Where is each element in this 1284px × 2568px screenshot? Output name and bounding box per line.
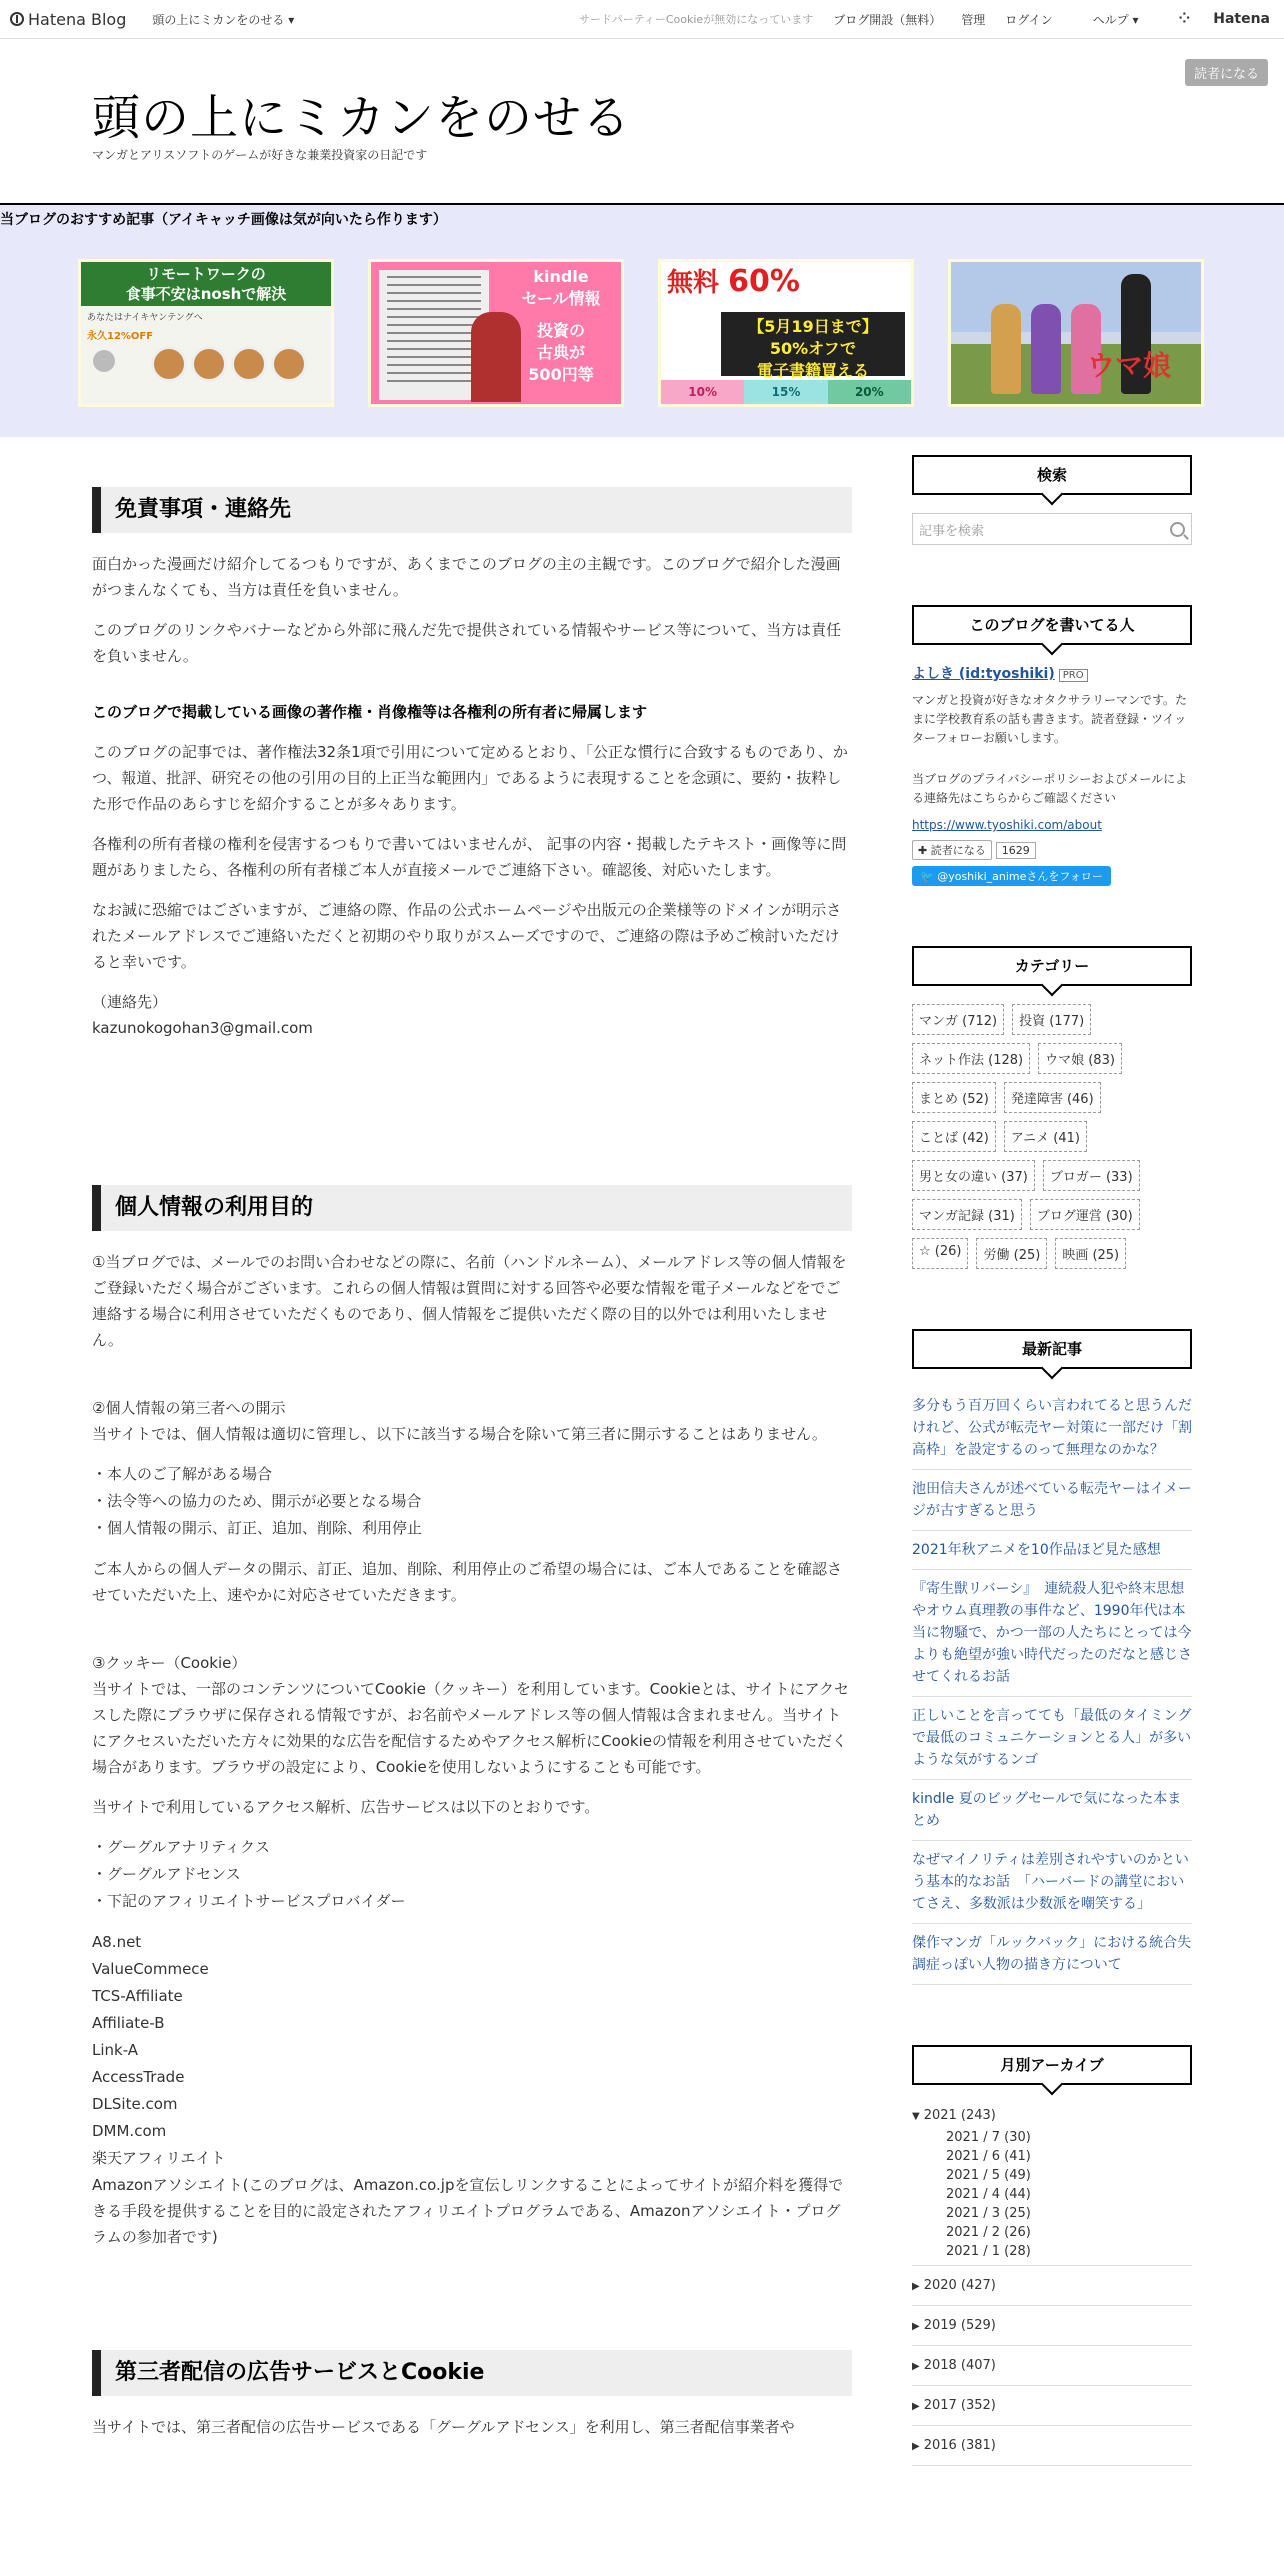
category-link[interactable]: マンガ記録 (31)	[912, 1199, 1022, 1230]
hatena-dots-icon: ⁘	[1178, 11, 1191, 27]
blog-header	[0, 39, 1284, 205]
subscribe-small-button[interactable]: ✚ 読者になる	[912, 840, 992, 860]
triangle-right-icon: ▶	[912, 2321, 920, 2332]
list-item: Affiliate-B	[92, 2014, 165, 2032]
disclosure-list	[92, 1461, 852, 1542]
list-item: ・個人情報の開示、訂正、追加、削除、利用停止	[92, 1519, 423, 1537]
paragraph: 面白かった漫画だけ紹介してるつもりですが、あくまでこのブログの主の主観です。このブログで紹介した漫画がつまんなくても、当方は責任を負いません。	[92, 555, 841, 599]
paragraph: 当サイトでは、一部のコンテンツについてCookie（クッキー）を利用しています。Cookieとは、サイトにアクセスした際にブラウザに保存される情報ですが、お名前やメールアドレス等の個人情報は含まれません。当サイトにアクセスいただいた方々に効果的な広告を配信するためやアクセス解析にCookieの情報を利用させていただく場合があります。ブラウザの設定により、Cookieを使用しないようにすることも可能です。	[92, 1680, 850, 1776]
contact-email[interactable]: kazunokogohan3@gmail.com	[92, 1019, 313, 1037]
subheading: ②個人情報の第三者への開示	[92, 1399, 286, 1417]
author-name-link[interactable]: よしき (id:tyoshiki)	[912, 666, 1055, 682]
login-link[interactable]: ログイン	[1005, 12, 1053, 27]
category-link[interactable]: ウマ娘 (83)	[1038, 1043, 1122, 1074]
recent-post-link[interactable]: 2021年秋アニメを10作品ほど見た感想	[912, 1531, 1192, 1570]
blog-name-menu[interactable]: 頭の上にミカンをのせる ▾	[152, 12, 295, 27]
search-module	[912, 455, 1192, 545]
recent-post-link[interactable]: 正しいことを言ってても「最低のタイミングで最低のコミュニケーションとる人」が多いような気がするンゴ	[912, 1697, 1192, 1780]
list-item: A8.net	[92, 1933, 142, 1951]
sidebar	[912, 437, 1192, 2526]
triangle-right-icon: ▶	[912, 2361, 920, 2372]
list-item: ・法令等への協力のため、開示が必要となる場合	[92, 1492, 422, 1510]
hatena-blog-logo[interactable]: Hatena Blog	[10, 10, 126, 29]
archive-year-toggle[interactable]: ▼ 2021 (243)	[912, 2108, 996, 2123]
category-link[interactable]: マンガ (712)	[912, 1004, 1004, 1035]
recommend-card-kindle[interactable]: kindle セール情報 投資の 古典が 500円等	[368, 259, 624, 407]
category-link[interactable]: 投資 (177)	[1012, 1004, 1091, 1035]
blog-description: マンガとアリスソフトのゲームが好きな兼業投資家の日記です	[92, 148, 428, 162]
paragraph: 当サイトでは、第三者配信の広告サービスである「グーグルアドセンス」を利用し、第三者配信事業者や	[92, 2418, 795, 2436]
category-link[interactable]: アニメ (41)	[1004, 1121, 1087, 1152]
module-title: カテゴリー	[912, 946, 1192, 986]
contact-label: （連絡先）	[92, 993, 168, 1011]
hatena-logo[interactable]: ⁘ Hatena	[1178, 11, 1270, 27]
twitter-icon: 🐦	[920, 870, 934, 883]
category-link[interactable]: ブログ運営 (30)	[1030, 1199, 1140, 1230]
module-title: 最新記事	[912, 1329, 1192, 1369]
recommend-card-ebook-sale[interactable]: 無料 60% 【5月19日まで】 50%オフで 電子書籍買える 10% 15% 20%	[658, 259, 914, 407]
recommended-articles	[0, 205, 1284, 437]
recommend-card-nosh[interactable]: リモートワークの 食事不安はnoshで解決 あなたはナイキヤンテングへ 永久12%OFF	[78, 259, 334, 407]
list-item: Link-A	[92, 2041, 139, 2059]
paragraph: 当サイトでは、個人情報は適切に管理し、以下に該当する場合を除いて第三者に開示することはありません。	[92, 1425, 827, 1443]
category-link[interactable]: 発達障害 (46)	[1004, 1082, 1101, 1113]
paragraph: このブログの記事では、著作権法32条1項で引用について定めるとおり、「公正な慣行に合致するものであり、かつ、報道、批評、研究その他の引用の目的上正当な範囲内」であるように表現することを念頭に、要約・抜粋した形で作品のあらすじを紹介することが多々あります。	[92, 743, 848, 813]
archive-year-toggle[interactable]: ▶ 2018 (407)	[912, 2346, 1192, 2386]
recent-post-link[interactable]: kindle 夏のビッグセールで気になった本まとめ	[912, 1780, 1192, 1841]
paragraph: ご本人からの個人データの開示、訂正、追加、削除、利用停止のご希望の場合には、ご本人であることを確認させていただいた上、速やかに対応させていただきます。	[92, 1560, 843, 1604]
triangle-right-icon: ▶	[912, 2441, 920, 2452]
triangle-down-icon: ▼	[912, 2111, 920, 2122]
category-link[interactable]: まとめ (52)	[912, 1082, 996, 1113]
hatena-blog-logo-icon	[10, 12, 24, 26]
twitter-follow-button[interactable]: 🐦 @yoshiki_animeさんをフォロー	[912, 866, 1111, 886]
category-link[interactable]: 労働 (25)	[976, 1238, 1047, 1269]
paragraph: なお誠に恐縮ではございますが、ご連絡の際、作品の公式ホームページや出版元の企業様等のドメインが明示されたメールアドレスでご連絡いただくと初期のやり取りがスムーズですので、ご連絡の際は予めご検討いただけると幸いです。	[92, 901, 842, 971]
cookie-notice: サードパーティーCookieが無効になっています	[578, 13, 814, 26]
list-item: ・グーグルアナリティクス	[92, 1838, 270, 1856]
section-heading: 個人情報の利用目的	[92, 1185, 852, 1231]
archive-module	[912, 2045, 1192, 2466]
recommended-title: 当ブログのおすすめ記事（アイキャッチ画像は気が向いたら作ります）	[0, 212, 447, 228]
list-item: ・下記のアフィリエイトサービスプロバイダー	[92, 1892, 406, 1910]
list-item: 楽天アフィリエイト	[92, 2149, 226, 2167]
category-link[interactable]: ブロガー (33)	[1043, 1160, 1140, 1191]
category-link[interactable]: ☆ (26)	[912, 1238, 968, 1269]
list-item: TCS-Affiliate	[92, 1987, 183, 2005]
list-item: DLSite.com	[92, 2095, 178, 2113]
provider-list	[92, 1929, 852, 2172]
recent-post-link[interactable]: なぜマイノリティは差別されやすいのかという基本的なお話 「ハーバードの講堂においてさえ、多数派は少数派を嘲笑する」	[912, 1841, 1192, 1924]
admin-link[interactable]: 管理	[961, 12, 986, 27]
service-list	[92, 1834, 852, 1915]
paragraph: このブログのリンクやバナーなどから外部に飛んだ先で提供されている情報やサービス等について、当方は責任を負いません。	[92, 621, 842, 665]
archive-month-link[interactable]: 2021 / 5 (49)	[946, 2168, 1031, 2183]
archive-month-link[interactable]: 2021 / 4 (44)	[946, 2187, 1031, 2202]
help-menu[interactable]: ヘルプ ▾	[1092, 12, 1139, 27]
paragraph: ①当ブログでは、メールでのお問い合わせなどの際に、名前（ハンドルネーム）、メールアドレス等の個人情報をご登録いただく場合がございます。これらの個人情報は質問に対する回答や必要な情報を電子メールなどをでご連絡する場合に利用させていただくものであり、個人情報をご提供いただく際の目的以外では利用いたしません。	[92, 1253, 847, 1349]
author-module	[912, 605, 1192, 886]
section-heading: 免責事項・連絡先	[92, 487, 852, 533]
pro-badge: PRO	[1059, 669, 1088, 682]
paragraph: 当サイトで利用しているアクセス解析、広告サービスは以下のとおりです。	[92, 1798, 600, 1816]
archive-month-link[interactable]: 2021 / 7 (30)	[946, 2130, 1031, 2145]
archive-year-toggle[interactable]: ▶ 2019 (529)	[912, 2306, 1192, 2346]
category-link[interactable]: 男と女の違い (37)	[912, 1160, 1035, 1191]
list-item: ValueCommece	[92, 1960, 209, 1978]
list-item: ・本人のご了解がある場合	[92, 1465, 273, 1483]
archive-year-toggle[interactable]: ▶ 2017 (352)	[912, 2386, 1192, 2426]
list-item: AccessTrade	[92, 2068, 185, 2086]
subheading: ③クッキー（Cookie）	[92, 1654, 247, 1672]
subscriber-count: 1629	[996, 842, 1036, 859]
archive-year-toggle[interactable]: ▶ 2016 (381)	[912, 2426, 1192, 2466]
recent-post-link[interactable]: 池田信夫さんが述べている転売ヤーはイメージが古すぎると思う	[912, 1470, 1192, 1531]
search-input[interactable]: 記事を検索	[912, 513, 1192, 545]
triangle-right-icon: ▶	[912, 2401, 920, 2412]
subscribe-button[interactable]: 読者になる	[1185, 59, 1268, 86]
paragraph: 各権利の所有者様の権利を侵害するつもりで書いてはいませんが、 記事の内容・掲載したテキスト・画像等に問題がありましたら、各権利の所有者様ご本人が直接メールでご連絡下さい。確認後、対応いたします。	[92, 835, 847, 879]
section-heading: 第三者配信の広告サービスとCookie	[92, 2350, 852, 2396]
search-icon[interactable]	[1170, 522, 1185, 537]
start-blog-link[interactable]: ブログ開設（無料）	[833, 12, 942, 27]
about-link[interactable]: https://www.tyoshiki.com/about	[912, 818, 1102, 832]
blog-title[interactable]: 頭の上にミカンをのせる	[92, 90, 632, 146]
recent-post-link[interactable]: 多分もう百万回くらい言われてると思うんだけれど、公式が転売ヤー対策に一部だけ「割高枠」を設定するのって無理なのかな？	[912, 1387, 1192, 1470]
category-link[interactable]: 映画 (25)	[1055, 1238, 1126, 1269]
triangle-right-icon: ▶	[912, 2281, 920, 2292]
list-item: DMM.com	[92, 2122, 167, 2140]
copyright-heading: このブログで掲載している画像の著作権・肖像権等は各権利の所有者に帰属します	[92, 703, 648, 721]
archive-year-toggle[interactable]: ▶ 2020 (427)	[912, 2266, 1192, 2306]
archive-month-link[interactable]: 2021 / 6 (41)	[946, 2149, 1031, 2164]
module-title: 検索	[912, 455, 1192, 495]
module-title: このブログを書いてる人	[912, 605, 1192, 645]
author-bio: マンガと投資が好きなオタクサラリーマンです。たまに学校教育系の話も書きます。読者登録・ツイッターフォローお願いします。	[912, 693, 1188, 745]
medal-icon	[93, 350, 115, 372]
list-item: ・グーグルアドセンス	[92, 1865, 241, 1883]
top-bar	[0, 0, 1284, 39]
recent-posts-module	[912, 1329, 1192, 1985]
main-content	[92, 437, 852, 2526]
category-link[interactable]: ネット作法 (128)	[912, 1043, 1030, 1074]
privacy-note: 当ブログのプライバシーポリシーおよびメールによる連絡先はこちらからご確認ください	[912, 772, 1188, 805]
archive-month-link[interactable]: 2021 / 1 (28)	[912, 2242, 1192, 2266]
archive-month-link[interactable]: 2021 / 3 (25)	[946, 2206, 1031, 2221]
category-module	[912, 946, 1192, 1269]
recommend-card-umamusume[interactable]: ウマ娘	[948, 259, 1204, 407]
amazon-associate-note: Amazonアソシエイト(このブログは、Amazon.co.jpを宣伝しリンクすることによってサイトが紹介料を獲得できる手段を提供することを目的に設定されたアフィリエイトプログラムである、Amazonアソシエイト・プログラムの参加者です)	[92, 2176, 844, 2246]
archive-month-link[interactable]: 2021 / 2 (26)	[946, 2225, 1031, 2240]
recent-post-link[interactable]: 傑作マンガ「ルックバック」における統合失調症っぽい人物の描き方について	[912, 1924, 1192, 1985]
recent-post-link[interactable]: 『寄生獣リバーシ』 連続殺人犯や終末思想やオウム真理教の事件など、1990年代は本当に物騒で、かつ一部の人たちにとっては今よりも絶望が強い時代だったのだなと感じさせてくれるお話	[912, 1570, 1192, 1697]
category-link[interactable]: ことば (42)	[912, 1121, 996, 1152]
module-title: 月別アーカイブ	[912, 2045, 1192, 2085]
